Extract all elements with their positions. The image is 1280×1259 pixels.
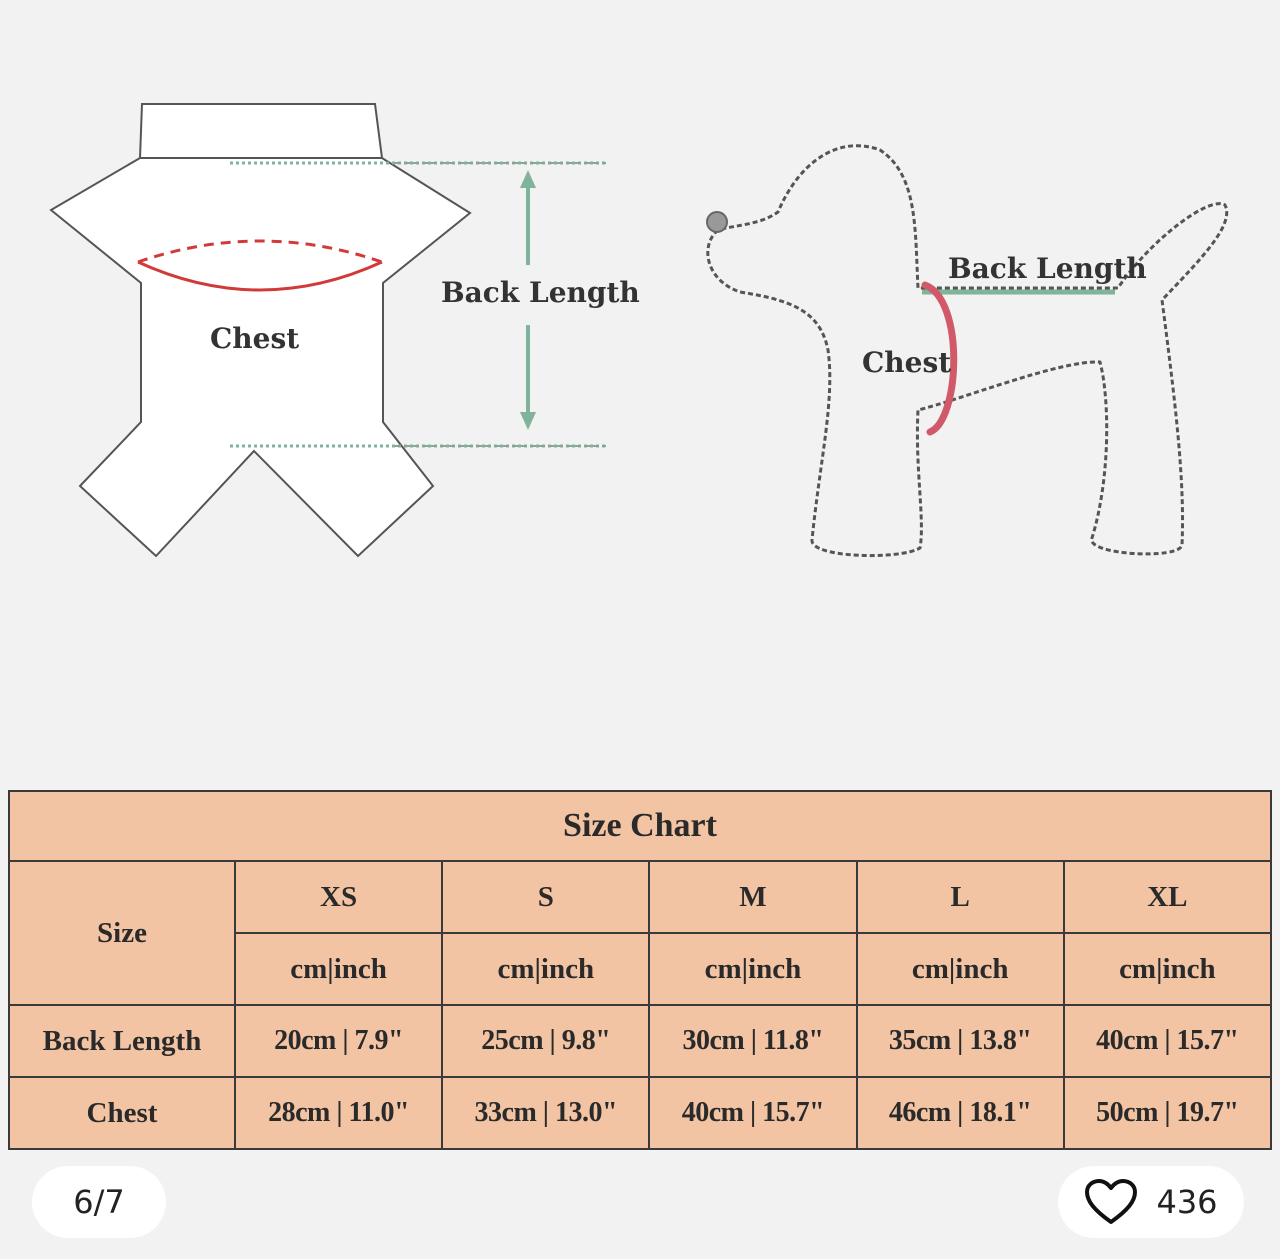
table-row-back-length: [9, 1005, 1271, 1077]
size-name-cell: M: [649, 861, 856, 933]
dog-back-length-label: Back Length: [948, 252, 1147, 285]
like-button[interactable]: [1058, 1166, 1244, 1238]
chest-value: 46cm | 18.1": [857, 1077, 1064, 1149]
table-row-chest: [9, 1077, 1271, 1149]
back-length-value: 30cm | 11.8": [649, 1005, 856, 1077]
page-indicator-text: 6/7: [73, 1183, 125, 1221]
size-chart-table: [8, 790, 1272, 1150]
dog-chest-label: Chest: [862, 346, 952, 379]
back-length-value: 40cm | 15.7": [1064, 1005, 1271, 1077]
back-length-value: 25cm | 9.8": [442, 1005, 649, 1077]
size-name-cell: XS: [235, 861, 442, 933]
unit-cell: cm|inch: [1064, 933, 1271, 1005]
dog-nose-icon: [707, 212, 727, 232]
measurement-diagram: [0, 0, 1280, 620]
chest-value: 40cm | 15.7": [649, 1077, 856, 1149]
unit-cell: cm|inch: [857, 933, 1064, 1005]
page-indicator: [32, 1166, 166, 1238]
chest-value: 28cm | 11.0": [235, 1077, 442, 1149]
heart-icon: [1084, 1178, 1138, 1226]
chest-value: 50cm | 19.7": [1064, 1077, 1271, 1149]
size-header-cell: Size: [9, 861, 235, 1005]
back-length-value: 20cm | 7.9": [235, 1005, 442, 1077]
unit-cell: cm|inch: [649, 933, 856, 1005]
row-label-back-length: Back Length: [9, 1005, 235, 1077]
dog-outline: [708, 146, 1227, 556]
row-label-chest: Chest: [9, 1077, 235, 1149]
shirt-back-length-label: Back Length: [441, 276, 640, 309]
size-name-cell: L: [857, 861, 1064, 933]
shirt-chest-label: Chest: [210, 322, 300, 355]
size-name-cell: XL: [1064, 861, 1271, 933]
unit-cell: cm|inch: [235, 933, 442, 1005]
size-chart-title: Size Chart: [9, 791, 1271, 861]
unit-cell: cm|inch: [442, 933, 649, 1005]
chest-value: 33cm | 13.0": [442, 1077, 649, 1149]
back-length-value: 35cm | 13.8": [857, 1005, 1064, 1077]
size-name-cell: S: [442, 861, 649, 933]
like-count: 436: [1156, 1183, 1218, 1221]
